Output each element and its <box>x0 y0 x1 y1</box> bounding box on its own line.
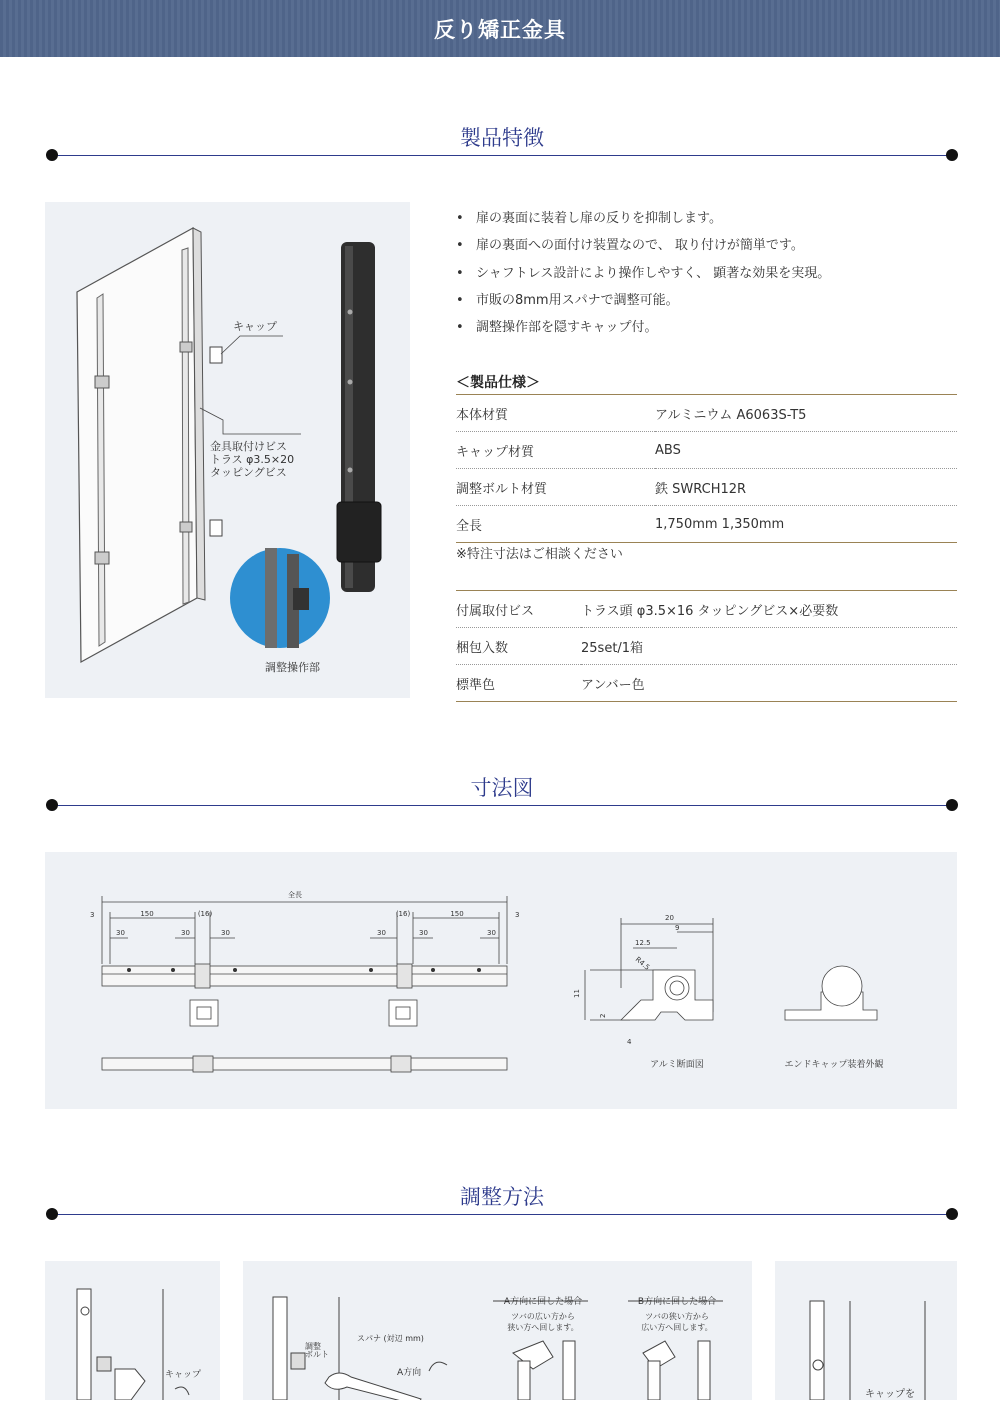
divider-dot-right <box>946 1208 958 1220</box>
section-header-dimensions <box>46 772 958 812</box>
dim-r4-5: R4.5 <box>633 955 652 972</box>
table-row <box>456 506 957 543</box>
adjust-step-3-drawing <box>775 1261 957 1400</box>
dim-150-left: 150 <box>140 910 154 918</box>
section-view-label: アルミ断面図 <box>650 1060 704 1070</box>
dim-30: 30 <box>487 929 496 937</box>
table-row <box>456 469 957 506</box>
direction-b-desc-2: 広い方へ回します。 <box>641 1323 713 1332</box>
section-title-dimensions: 寸法図 <box>470 776 534 800</box>
adjust-label: 調整操作部 <box>265 661 320 674</box>
spec-value: 鉄 SWRCH12R <box>655 469 957 506</box>
section-title-adjust: 調整方法 <box>460 1185 544 1209</box>
spec-label: 梱包入数 <box>456 628 581 665</box>
section-header-features <box>46 122 958 162</box>
dim-9: 9 <box>675 924 680 932</box>
dim-12-5: 12.5 <box>635 939 651 947</box>
page-title: 反り矯正金具 <box>434 17 566 42</box>
screw-label-1: 金具取付けビス <box>210 440 287 453</box>
cap-label: キャップ <box>233 320 277 333</box>
spec-table <box>456 395 957 543</box>
table-row <box>456 432 957 469</box>
dim-16-right: (16) <box>395 910 411 918</box>
divider-dot-left <box>46 1208 58 1220</box>
dim-3-left: 3 <box>90 911 95 919</box>
section-divider <box>52 1214 952 1215</box>
section-divider <box>52 155 952 156</box>
table-row <box>456 628 957 665</box>
feature-list <box>456 208 956 344</box>
dim-11: 11 <box>573 989 581 998</box>
product-illustration-panel <box>45 202 410 698</box>
table-row <box>456 591 957 628</box>
cap-label: キャップ <box>165 1370 202 1380</box>
dim-4: 4 <box>627 1038 632 1046</box>
direction-b-desc-1: ツバの狭い方から <box>645 1312 709 1321</box>
direction-a-desc-1: ツバの広い方から <box>511 1312 575 1321</box>
dim-overall: 全長 <box>288 891 302 899</box>
feature-item: • 市販の8mm用スパナで調整可能。 <box>456 290 956 317</box>
feature-item: • 扉の裏面に装着し扉の反りを抑制します。 <box>456 208 956 235</box>
endcap-view-label: エンドキャップ装着外観 <box>784 1060 884 1070</box>
direction-a-desc-2: 狭い方へ回します。 <box>507 1323 579 1332</box>
dimension-drawing-panel <box>45 852 957 1109</box>
screw-label-3: タッピングビス <box>210 466 287 479</box>
section-title-features: 製品特徴 <box>460 126 544 150</box>
dim-20: 20 <box>665 914 674 922</box>
spec-table-accessories <box>456 591 957 702</box>
feature-item: • 扉の裏面への面付け装置なので、 取り付けが簡単です。 <box>456 235 956 262</box>
dim-16-left: (16) <box>197 910 213 918</box>
spec-value: アンバー色 <box>581 665 957 702</box>
section-header-adjust <box>46 1181 958 1221</box>
adjust-step-1-panel <box>45 1261 220 1400</box>
direction-a-title: A方向に回した場合 <box>503 1297 583 1307</box>
adjust-step-3-panel <box>775 1261 957 1400</box>
screw-label-2: トラス φ3.5×20 <box>210 453 295 466</box>
spec-value: 25set/1箱 <box>581 628 957 665</box>
spec-value: 1,750mm 1,350mm <box>655 506 957 543</box>
dim-150-right: 150 <box>450 910 464 918</box>
dim-30: 30 <box>419 929 428 937</box>
feature-item: • シャフトレス設計により操作しやすく、 顕著な効果を実現。 <box>456 263 956 290</box>
spec-label: 付属取付ビス <box>456 591 581 628</box>
spec-value: ABS <box>655 432 957 469</box>
adjust-detail-circle <box>230 548 330 648</box>
direction-b-title: B方向に回した場合 <box>637 1297 717 1307</box>
bolt-label-1: 調整 <box>305 1342 321 1351</box>
bolt-label-2: ボルト <box>305 1350 329 1359</box>
dimension-drawing <box>45 852 957 1109</box>
adjust-step-1-drawing <box>45 1261 220 1400</box>
divider-dot-left <box>46 799 58 811</box>
direction-a-label: A方向 <box>397 1368 422 1378</box>
spec-label: 標準色 <box>456 665 581 702</box>
adjust-step-2-panel <box>243 1261 752 1400</box>
section-divider <box>52 805 952 806</box>
divider-dot-right <box>946 149 958 161</box>
divider-dot-right <box>946 799 958 811</box>
spec-value: トラス頭 φ3.5×16 タッピングビス×必要数 <box>581 591 957 628</box>
product-illustration <box>45 202 410 698</box>
spec-title: ＜製品仕様＞ <box>456 375 540 391</box>
spec-value: アルミニウム A6063S-T5 <box>655 395 957 432</box>
cap-attach-label: キャップを <box>865 1389 915 1400</box>
adjust-step-2-drawing <box>243 1261 752 1400</box>
spec-label: 全長 <box>456 506 655 543</box>
dim-3-right: 3 <box>515 911 520 919</box>
dim-30: 30 <box>221 929 230 937</box>
page-banner <box>0 0 1000 57</box>
dim-30: 30 <box>377 929 386 937</box>
table-row <box>456 395 957 432</box>
dim-2: 2 <box>599 1013 607 1018</box>
spec-label: 調整ボルト材質 <box>456 469 655 506</box>
divider-dot-left <box>46 149 58 161</box>
spec-label: キャップ材質 <box>456 432 655 469</box>
spec-label: 本体材質 <box>456 395 655 432</box>
table-row <box>456 665 957 702</box>
feature-item: • 調整操作部を隠すキャップ付。 <box>456 317 956 344</box>
dim-30: 30 <box>116 929 125 937</box>
spanner-label: スパナ (対辺 mm) <box>357 1334 424 1343</box>
dim-30: 30 <box>181 929 190 937</box>
spec-note: ※特注寸法はご相談ください <box>456 547 623 562</box>
